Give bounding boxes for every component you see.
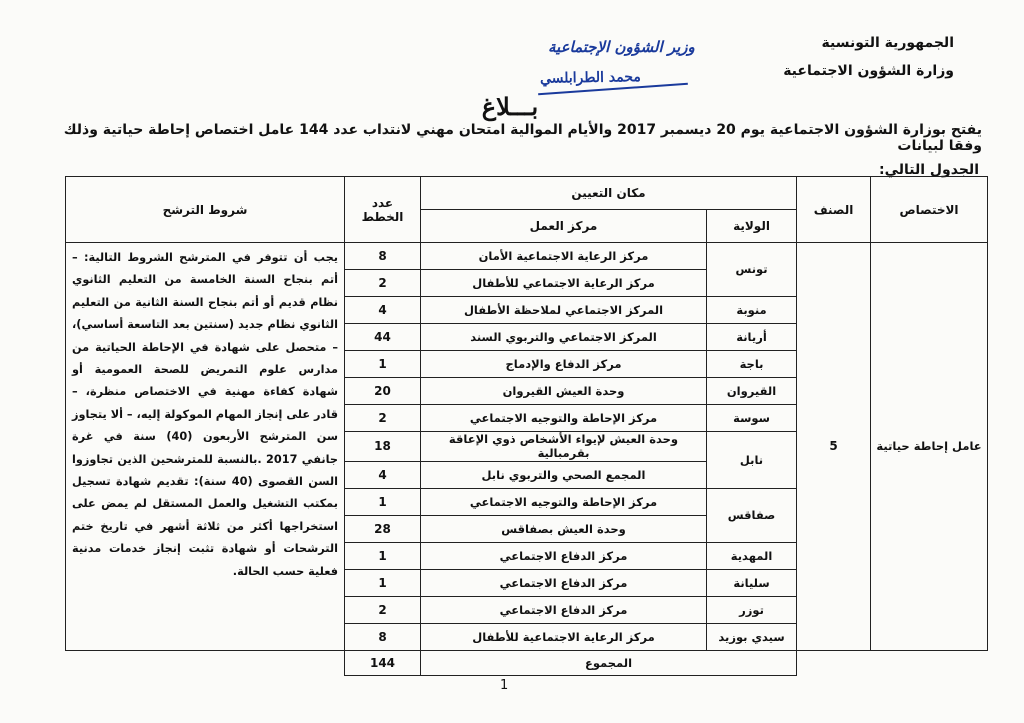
- ministry-heading: وزارة الشؤون الاجتماعية: [783, 63, 954, 79]
- positions-count-cell: 1: [345, 569, 421, 596]
- positions-count-cell: 4: [345, 296, 421, 323]
- page-number: 1: [500, 678, 509, 693]
- empty-cell: [871, 650, 988, 675]
- empty-cell: [797, 650, 871, 675]
- positions-count-cell: 8: [345, 623, 421, 650]
- signature-name: محمد الطرابلسي: [539, 69, 641, 87]
- work-center-cell: مركز الرعاية الاجتماعية للأطفال: [421, 623, 707, 650]
- empty-cell: [66, 650, 345, 675]
- governorate-cell: توزر: [707, 596, 797, 623]
- governorate-cell: القيروان: [707, 377, 797, 404]
- header-positions: عدد الخطط: [345, 177, 421, 243]
- work-center-cell: مركز الدفاع والإدماج: [421, 350, 707, 377]
- positions-table: [65, 176, 988, 676]
- positions-count-cell: 2: [345, 269, 421, 296]
- grade-cell: 5: [797, 243, 871, 651]
- governorate-cell: سيدي بوزيد: [707, 623, 797, 650]
- governorate-cell: باجة: [707, 350, 797, 377]
- work-center-cell: مركز الدفاع الاجتماعي: [421, 596, 707, 623]
- work-center-cell: المركز الاجتماعي والتربوي السند: [421, 323, 707, 350]
- work-center-cell: وحدة العيش لإيواء الأشخاص ذوي الإعاقة بقرمبالية: [421, 431, 707, 461]
- intro-paragraph: يفتح بوزارة الشؤون الاجتماعية يوم 20 ديسمبر 2017 والأيام الموالية امتحان مهني لانتداب عدد 144 عامل اختصاص إحاطة حياتية وذلك وفقا لبيانات: [63, 122, 982, 154]
- governorate-cell: سليانة: [707, 569, 797, 596]
- work-center-cell: مركز الإحاطة والتوجيه الاجتماعي: [421, 404, 707, 431]
- positions-count-cell: 4: [345, 462, 421, 489]
- positions-count-cell: 1: [345, 542, 421, 569]
- document-title: بـــلاغ: [481, 92, 539, 121]
- positions-count-cell: 1: [345, 350, 421, 377]
- total-label-cell: المجموع: [421, 650, 797, 675]
- conditions-cell: يجب أن تتوفر في المترشح الشروط التالية: – أتم بنجاح السنة الخامسة من التعليم الثانوي نظام قديم أو أتم بنجاح السنة الثانية من التعليم الثانوي نظام جديد (سنتين بعد التاسعة أساسي)، – متحصل على شهادة في الإحاطة الحياتية من مدارس علوم التمريض للصحة العمومية أو شهادة كفاءة مهنية في الاختصاص منظرة، – قادر على إنجاز المهام الموكولة إليه، – ألا يتجاوز سن المترشح الأربعون (40) سنة في غرة جانفي 2017 .بالنسبة للمترشحين الذين تجاوزوا السن القصوى (40 سنة): تقديم شهادة تسجيل بمكتب التشغيل والعمل المستقل لم يمض على استخراجها أكثر من ثلاثة أشهر في تاريخ ختم الترشحات أو شهادة تثبت إنجاز خدمات مدنية فعلية حسب الحالة.: [66, 243, 345, 651]
- governorate-cell: أريانة: [707, 323, 797, 350]
- total-row: [66, 650, 988, 675]
- governorate-cell: المهدية: [707, 542, 797, 569]
- work-center-cell: المركز الاجتماعي لملاحظة الأطفال: [421, 296, 707, 323]
- positions-count-cell: 18: [345, 431, 421, 461]
- positions-count-cell: 20: [345, 377, 421, 404]
- header-work-center: مركز العمل: [421, 210, 707, 243]
- specialty-cell: عامل إحاطة حياتية: [871, 243, 988, 651]
- signature-title: وزير الشؤون الإجتماعية: [548, 38, 695, 56]
- header-grade: الصنف: [797, 177, 871, 243]
- work-center-cell: وحدة العيش بصفاقس: [421, 515, 707, 542]
- positions-count-cell: 2: [345, 596, 421, 623]
- governorate-cell: تونس: [707, 243, 797, 297]
- work-center-cell: المجمع الصحي والتربوي نابل: [421, 462, 707, 489]
- governorate-cell: نابل: [707, 431, 797, 488]
- header-placement: مكان التعيين: [421, 177, 797, 210]
- work-center-cell: مركز الدفاع الاجتماعي: [421, 569, 707, 596]
- work-center-cell: مركز الإحاطة والتوجيه الاجتماعي: [421, 488, 707, 515]
- header-specialty: الاختصاص: [871, 177, 988, 243]
- total-value-cell: 144: [345, 650, 421, 675]
- header-conditions: شروط الترشح: [66, 177, 345, 243]
- work-center-cell: وحدة العيش القيروان: [421, 377, 707, 404]
- governorate-cell: سوسة: [707, 404, 797, 431]
- positions-table-body: [66, 243, 988, 676]
- positions-count-cell: 1: [345, 488, 421, 515]
- positions-count-cell: 2: [345, 404, 421, 431]
- positions-count-cell: 8: [345, 243, 421, 270]
- header-governorate: الولاية: [707, 210, 797, 243]
- work-center-cell: مركز الرعاية الاجتماعية الأمان: [421, 243, 707, 270]
- positions-count-cell: 44: [345, 323, 421, 350]
- intro-continuation: الجدول التالي:: [878, 162, 979, 178]
- republic-heading: الجمهورية التونسية: [821, 35, 954, 51]
- table-row: [66, 243, 988, 270]
- work-center-cell: مركز الدفاع الاجتماعي: [421, 542, 707, 569]
- work-center-cell: مركز الرعاية الاجتماعي للأطفال: [421, 269, 707, 296]
- governorate-cell: منوبة: [707, 296, 797, 323]
- governorate-cell: صفاقس: [707, 488, 797, 542]
- positions-count-cell: 28: [345, 515, 421, 542]
